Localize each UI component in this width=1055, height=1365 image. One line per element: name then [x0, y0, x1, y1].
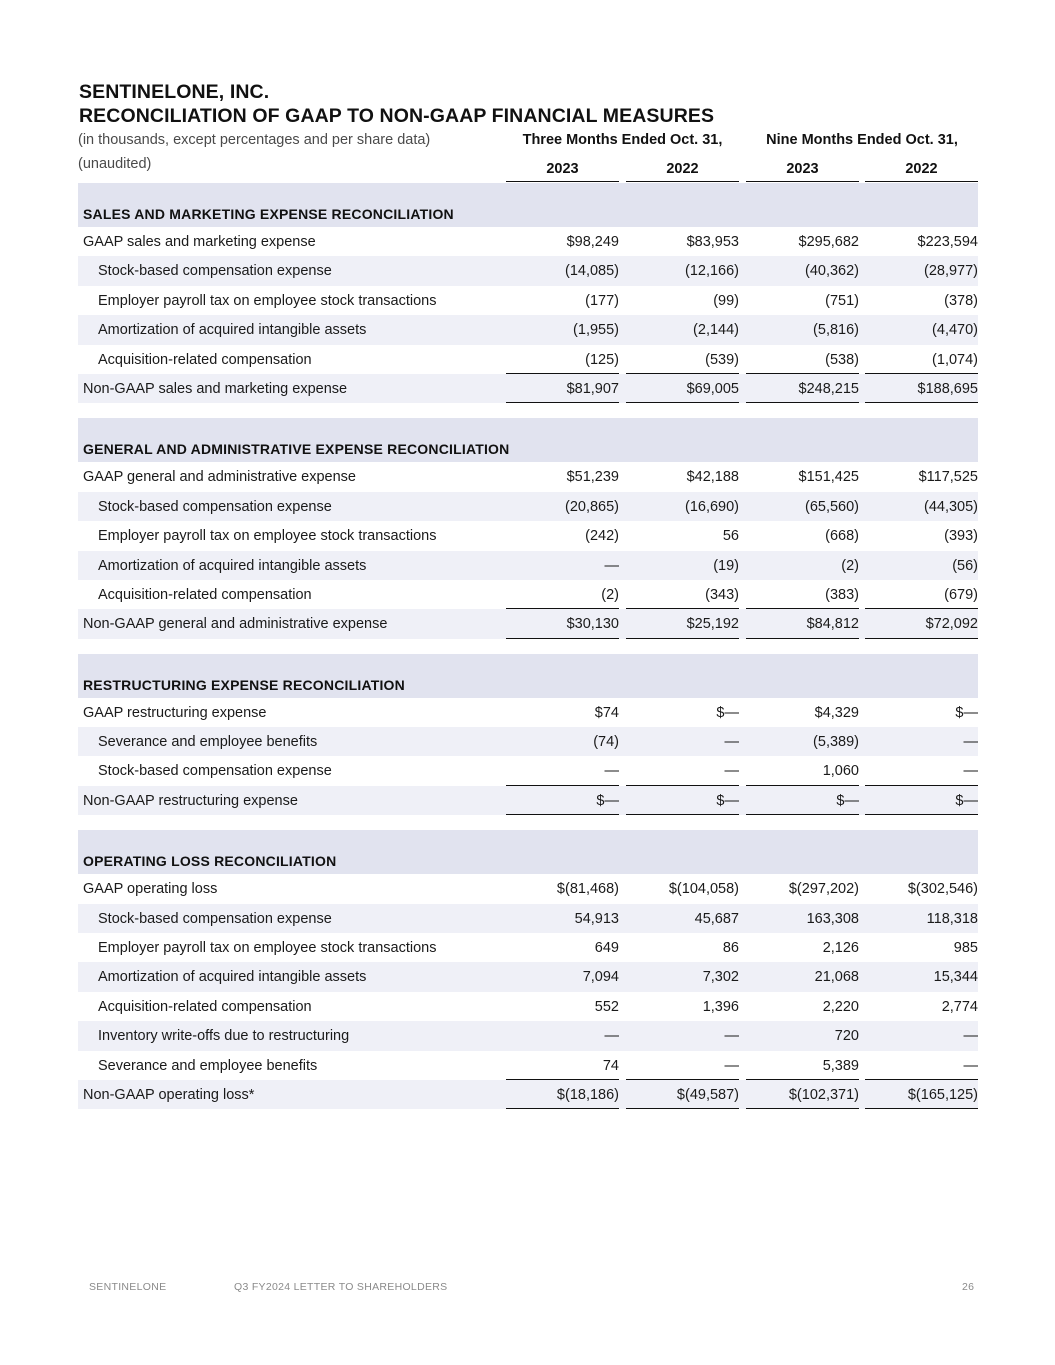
section-header	[78, 654, 978, 698]
three-months-header: Three Months Ended Oct. 31,	[522, 132, 723, 148]
cell-value: $(18,186)	[556, 1086, 619, 1103]
cell-value: (242)	[585, 528, 619, 545]
footer-document: Q3 FY2024 LETTER TO SHAREHOLDERS	[234, 1281, 448, 1293]
table-row	[78, 874, 978, 903]
table-row	[78, 933, 978, 962]
cell-value: $—	[716, 792, 739, 809]
section-title: RESTRUCTURING EXPENSE RECONCILIATION	[83, 676, 405, 693]
cell-value: 163,308	[806, 910, 859, 927]
cell-value: (74)	[593, 734, 619, 751]
reconciliation-table	[78, 183, 978, 1109]
table-total-row	[78, 609, 978, 638]
cell-value: —	[963, 734, 978, 751]
row-label: Non-GAAP operating loss*	[83, 1086, 255, 1103]
cell-value: (2)	[841, 557, 859, 574]
cell-value: (99)	[713, 292, 739, 309]
cell-value: (5,389)	[813, 734, 859, 751]
cell-value: $69,005	[686, 380, 739, 397]
row-label: GAAP restructuring expense	[83, 704, 267, 721]
cell-value: (751)	[825, 292, 859, 309]
table-total-row	[78, 374, 978, 403]
section-header	[78, 830, 978, 874]
cell-value: (668)	[825, 528, 859, 545]
audit-note: (unaudited)	[78, 156, 152, 172]
cell-value: $(297,202)	[788, 881, 859, 898]
cell-value: 1,060	[822, 763, 859, 780]
table-row	[78, 286, 978, 315]
cell-value: (343)	[705, 586, 739, 603]
total-rule	[746, 1108, 859, 1109]
cell-value: —	[963, 1028, 978, 1045]
cell-value: (393)	[944, 528, 978, 545]
cell-value: 2,774	[941, 998, 978, 1015]
cell-value: 86	[722, 940, 739, 957]
cell-value: (125)	[585, 351, 619, 368]
footer-company: SENTINELONE	[89, 1281, 167, 1293]
row-label: Stock-based compensation expense	[98, 763, 332, 780]
cell-value: $(102,371)	[788, 1086, 859, 1103]
table-row	[78, 1051, 978, 1080]
table-row	[78, 462, 978, 491]
cell-value: 15,344	[933, 969, 978, 986]
report-title	[79, 80, 979, 128]
row-label: Stock-based compensation expense	[98, 263, 332, 280]
year-header: 2023	[506, 161, 619, 182]
cell-value: $4,329	[814, 704, 859, 721]
cell-value: $—	[955, 792, 978, 809]
table-total-row	[78, 1080, 978, 1109]
table-row	[78, 345, 978, 374]
cell-value: 74	[602, 1057, 619, 1074]
cell-value: (383)	[825, 586, 859, 603]
cell-value: $74	[594, 704, 619, 721]
row-label: Non-GAAP restructuring expense	[83, 792, 298, 809]
total-rule	[626, 638, 739, 639]
row-label: Inventory write-offs due to restructuring	[98, 1028, 350, 1045]
cell-value: (19)	[713, 557, 739, 574]
section-header	[78, 418, 978, 462]
cell-value: 985	[953, 940, 978, 957]
total-rule	[506, 402, 619, 403]
cell-value: $151,425	[798, 469, 859, 486]
row-label: Amortization of acquired intangible assets	[98, 557, 367, 574]
cell-value: 5,389	[822, 1057, 859, 1074]
section-title: OPERATING LOSS RECONCILIATION	[83, 853, 337, 870]
table-row	[78, 992, 978, 1021]
cell-value: $42,188	[686, 469, 739, 486]
total-rule	[865, 638, 978, 639]
cell-value: (4,470)	[932, 322, 978, 339]
section-header	[78, 183, 978, 227]
table-row	[78, 904, 978, 933]
cell-value: $188,695	[917, 380, 978, 397]
year-header: 2022	[626, 161, 739, 182]
row-label: Acquisition-related compensation	[98, 351, 312, 368]
total-rule	[506, 1108, 619, 1109]
cell-value: $—	[716, 704, 739, 721]
cell-value: (177)	[585, 292, 619, 309]
total-rule	[626, 402, 739, 403]
table-row	[78, 521, 978, 550]
cell-value: (378)	[944, 292, 978, 309]
cell-value: $(49,587)	[676, 1086, 739, 1103]
cell-value: (65,560)	[804, 498, 859, 515]
cell-value: 45,687	[694, 910, 739, 927]
row-label: Severance and employee benefits	[98, 734, 318, 751]
table-row	[78, 227, 978, 256]
total-rule	[626, 814, 739, 815]
section-spacer	[78, 403, 978, 418]
report-heading: RECONCILIATION OF GAAP TO NON-GAAP FINANCIAL MEASURES	[79, 105, 715, 127]
cell-value: 1,396	[702, 998, 739, 1015]
table-row	[78, 256, 978, 285]
cell-value: $81,907	[566, 380, 619, 397]
total-rule	[506, 638, 619, 639]
total-rule	[865, 1108, 978, 1109]
cell-value: 118,318	[926, 910, 978, 927]
cell-value: (1,074)	[932, 351, 978, 368]
cell-value: (56)	[952, 557, 978, 574]
cell-value: $(302,546)	[907, 881, 978, 898]
cell-value: $84,812	[806, 616, 859, 633]
cell-value: $248,215	[798, 380, 859, 397]
cell-value: 54,913	[574, 910, 619, 927]
cell-value: 21,068	[814, 969, 859, 986]
company-name: SENTINELONE, INC.	[79, 81, 270, 103]
cell-value: $—	[836, 792, 859, 809]
cell-value: —	[724, 763, 739, 780]
year-header: 2022	[865, 161, 978, 182]
table-row	[78, 315, 978, 344]
cell-value: (44,305)	[923, 498, 978, 515]
table-row	[78, 1021, 978, 1050]
total-rule	[865, 814, 978, 815]
row-label: GAAP sales and marketing expense	[83, 234, 316, 250]
cell-value: $—	[596, 792, 619, 809]
cell-value: (12,166)	[684, 263, 739, 280]
cell-value: $117,525	[918, 469, 978, 486]
cell-value: —	[724, 1028, 739, 1045]
cell-value: 7,094	[582, 969, 619, 986]
table-row	[78, 492, 978, 521]
total-rule	[746, 402, 859, 403]
section-title: SALES AND MARKETING EXPENSE RECONCILIATION	[83, 206, 454, 222]
cell-value: $72,092	[925, 616, 978, 633]
table-header	[78, 128, 978, 183]
row-label: Non-GAAP sales and marketing expense	[83, 380, 348, 397]
cell-value: (679)	[944, 586, 978, 603]
cell-value: —	[724, 734, 739, 751]
cell-value: $(104,058)	[668, 881, 739, 898]
cell-value: (40,362)	[804, 263, 859, 280]
cell-value: 552	[594, 998, 619, 1015]
row-label: Employer payroll tax on employee stock transactions	[98, 528, 437, 545]
row-label: Non-GAAP general and administrative expense	[83, 616, 388, 633]
cell-value: $98,249	[566, 234, 619, 250]
cell-value: $295,682	[798, 234, 859, 250]
total-rule	[506, 814, 619, 815]
cell-value: $51,239	[566, 469, 619, 486]
row-label: Severance and employee benefits	[98, 1057, 318, 1074]
total-rule	[746, 814, 859, 815]
row-label: Amortization of acquired intangible assets	[98, 322, 367, 339]
cell-value: (5,816)	[813, 322, 859, 339]
row-label: Acquisition-related compensation	[98, 998, 312, 1015]
year-header: 2023	[746, 161, 859, 182]
cell-value: $25,192	[686, 616, 739, 633]
cell-value: 56	[722, 528, 739, 545]
row-label: Employer payroll tax on employee stock transactions	[98, 940, 437, 957]
nine-months-header: Nine Months Ended Oct. 31,	[766, 132, 958, 148]
cell-value: $—	[955, 704, 978, 721]
row-label: Stock-based compensation expense	[98, 498, 332, 515]
cell-value: 720	[834, 1028, 859, 1045]
units-note: (in thousands, except percentages and per share data)	[78, 132, 431, 148]
cell-value: (28,977)	[923, 263, 978, 280]
cell-value: —	[604, 1028, 619, 1045]
table-row	[78, 727, 978, 756]
table-row	[78, 756, 978, 785]
table-total-row	[78, 786, 978, 815]
cell-value: —	[963, 1057, 978, 1074]
cell-value: (1,955)	[573, 322, 619, 339]
cell-value: —	[604, 557, 619, 574]
row-label: GAAP operating loss	[83, 881, 218, 898]
total-rule	[626, 1108, 739, 1109]
cell-value: 2,220	[822, 998, 859, 1015]
cell-value: —	[963, 763, 978, 780]
cell-value: —	[604, 763, 619, 780]
cell-value: 2,126	[822, 940, 859, 957]
section-spacer	[78, 815, 978, 830]
row-label: Acquisition-related compensation	[98, 586, 312, 603]
cell-value: (14,085)	[564, 263, 619, 280]
cell-value: 649	[594, 940, 619, 957]
cell-value: (2)	[601, 586, 619, 603]
cell-value: (539)	[705, 351, 739, 368]
row-label: Employer payroll tax on employee stock transactions	[98, 292, 437, 309]
cell-value: $30,130	[566, 616, 619, 633]
cell-value: $(165,125)	[907, 1086, 978, 1103]
cell-value: (16,690)	[684, 498, 739, 515]
cell-value: $83,953	[686, 234, 739, 250]
total-rule	[865, 402, 978, 403]
table-row	[78, 580, 978, 609]
row-label: Amortization of acquired intangible assets	[98, 969, 367, 986]
cell-value: (538)	[825, 351, 859, 368]
page-number: 26	[962, 1281, 975, 1293]
table-row	[78, 962, 978, 991]
section-title: GENERAL AND ADMINISTRATIVE EXPENSE RECONCILIATION	[83, 441, 510, 458]
table-row	[78, 698, 978, 727]
table-row	[78, 551, 978, 580]
cell-value: $223,594	[917, 234, 978, 250]
total-rule	[746, 638, 859, 639]
cell-value: $(81,468)	[556, 881, 619, 898]
cell-value: 7,302	[702, 969, 739, 986]
row-label: Stock-based compensation expense	[98, 910, 332, 927]
cell-value: (2,144)	[693, 322, 739, 339]
row-label: GAAP general and administrative expense	[83, 469, 356, 486]
section-spacer	[78, 639, 978, 654]
cell-value: (20,865)	[564, 498, 619, 515]
cell-value: —	[724, 1057, 739, 1074]
